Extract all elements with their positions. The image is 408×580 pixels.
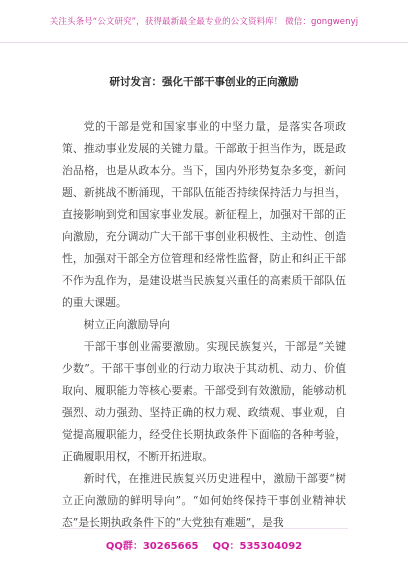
footer-qq: QQ：535304092: [212, 540, 303, 552]
document-body: [62, 116, 346, 534]
header-notice: 关注头条号“公文研究”，获得最新最全最专业的公文资料库！ 微信：gongwenyj: [49, 17, 359, 27]
footer-qq-group: QQ群：30265665: [105, 540, 199, 552]
page-footer: [0, 534, 408, 554]
paragraph: 干部干事创业需要激励。实现民族复兴，干部是“关键少数”。干部干事创业的行动力取决于其动机、动力、价值取向、履职能力等核心要素。干部受到有效激励，能够动机强烈、动力强劲、坚持正确的权力观、政绩观、事业观，自觉提高履职能力，经受住长期执政条件下面临的各种考验，正确履职用权，不断开拓进取。: [62, 340, 346, 463]
document-title: 研讨发言：强化干部干事创业的正向激励: [109, 76, 299, 88]
page-header: [0, 0, 408, 43]
section-heading: 树立正向激励导向: [83, 318, 170, 331]
footer-divider: [60, 528, 348, 529]
paragraph: 党的干部是党和国家事业的中坚力量，是落实各项政策、推动事业发展的关键力量。干部敢于担当作为，既是政治品格，也是从政本分。当下，国内外形势复杂多变，新问题、新挑战不断涌现，干部队伍能否持续保持活力与担当，直接影响到党和国家事业发展。新征程上，加强对干部的正向激励，充分调动广大干部干事创业积极性、主动性、创造性，加强对干部全方位管理和经常性监督，防止和纠正干部不作为乱作为，是建设堪当民族复兴重任的高素质干部队伍的重大课题。: [62, 120, 346, 309]
paragraph: 新时代，在推进民族复兴历史进程中，激励干部要“树立正向激励的鲜明导向”。“如何始终保持干事创业精神状态”是长期执政条件下的“大党独有难题”，是我: [62, 472, 346, 529]
